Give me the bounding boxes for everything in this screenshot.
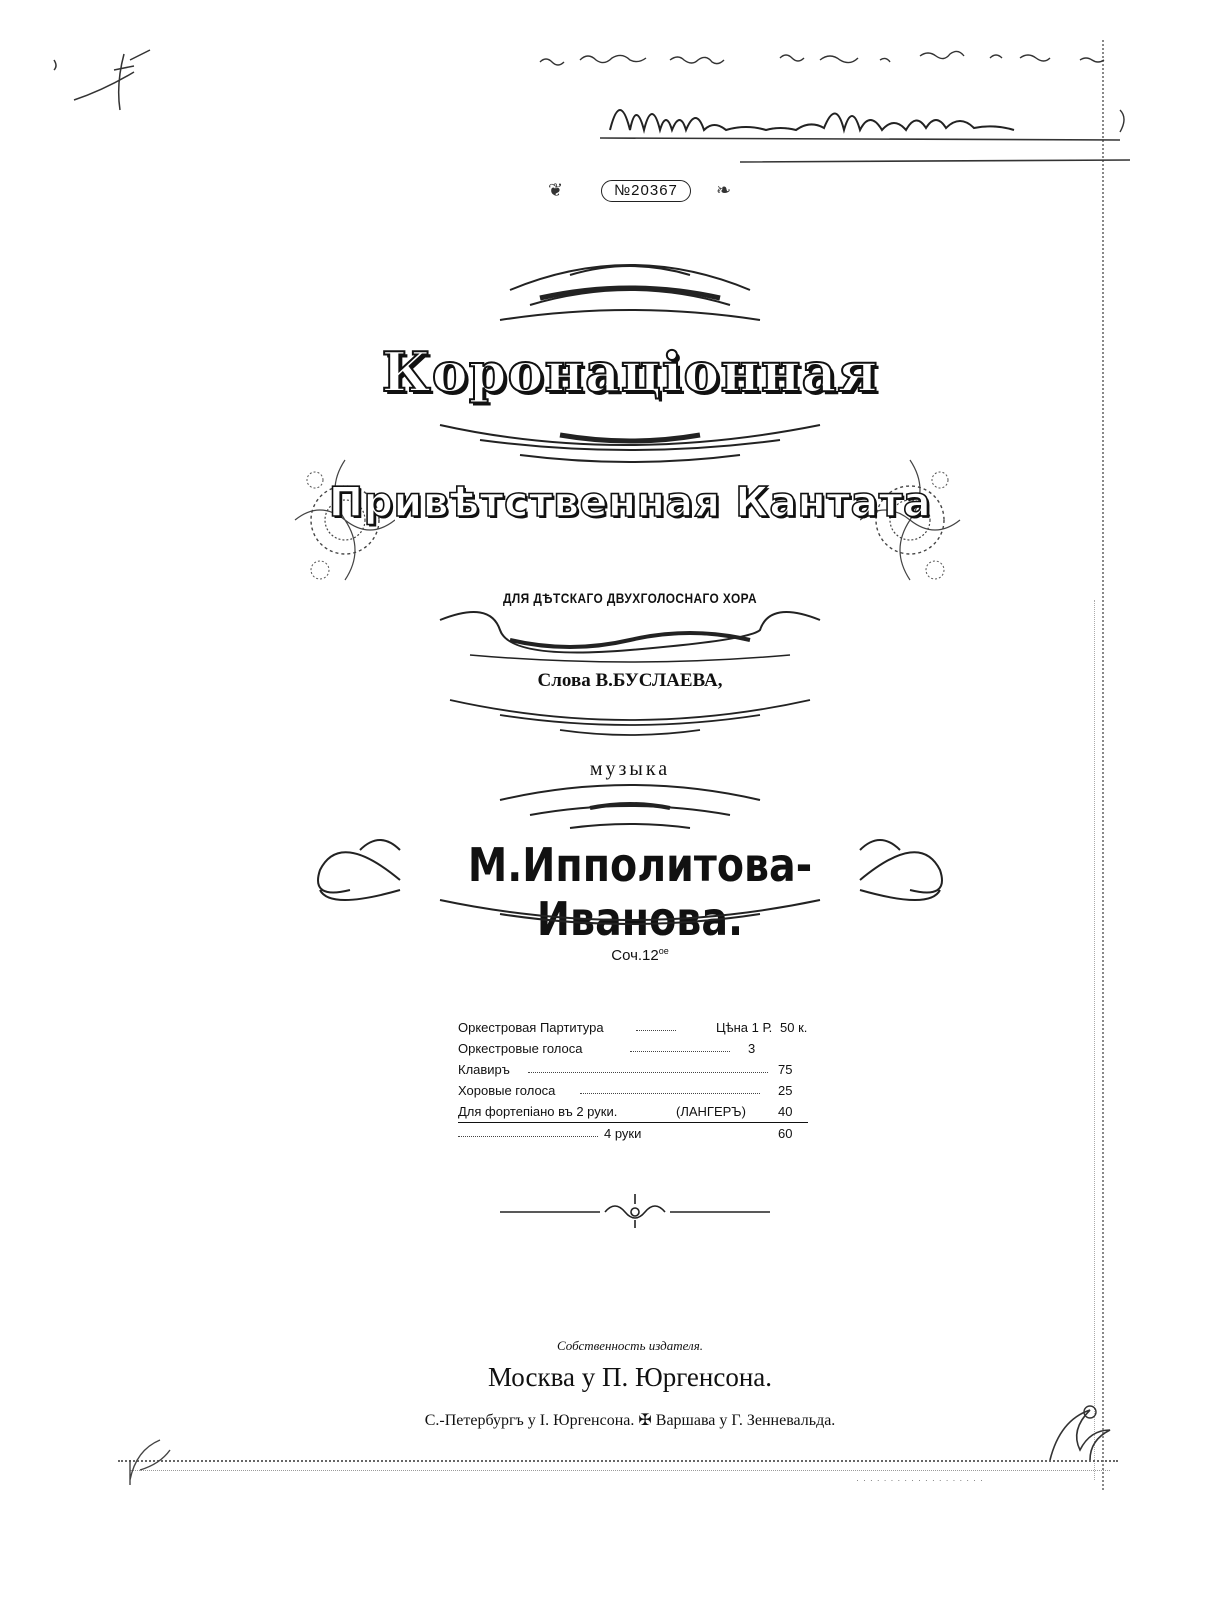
page-frame-bottom-rule	[118, 1460, 1118, 1462]
composer-name: М.Ипполитова-Иванова.	[467, 838, 813, 946]
price-currency-label: Цѣна 1 Р.	[716, 1020, 773, 1035]
composer-right-scroll	[850, 820, 960, 930]
choir-description: ДЛЯ ДѢТСКАГО ДВУХГОЛОСНАГО ХОРА	[503, 590, 757, 606]
price-list	[458, 1017, 838, 1144]
publisher-property-note: Собственность издателя.	[556, 1338, 704, 1353]
choir-scroll	[430, 600, 830, 670]
page-frame-inner-rule	[1094, 600, 1095, 1480]
composer-left-scroll	[300, 820, 410, 930]
title-bottom-scroll	[420, 405, 840, 475]
price-value: 75	[778, 1062, 793, 1077]
composer-bottom-scroll	[420, 890, 840, 940]
title-top-scroll	[480, 250, 780, 340]
price-item: Оркестровые голоса	[458, 1041, 583, 1056]
words-prefix: Слова	[537, 670, 591, 691]
cantata-subtitle: Привѣтственная Кантата	[328, 478, 932, 526]
catalogue-number: №20367	[601, 180, 691, 202]
price-value: 40	[778, 1104, 793, 1119]
price-item: Хоровые голоса	[458, 1083, 556, 1098]
publisher-moscow: Москва у П. Юргенсона.	[487, 1362, 773, 1392]
price-value: 60	[778, 1126, 793, 1141]
page-frame-bottom-inner-rule	[130, 1470, 1110, 1471]
corner-ornament-left-icon	[120, 1420, 190, 1490]
arranger-label: (ЛАНГЕРЪ)	[676, 1104, 746, 1119]
handwritten-dedication	[520, 20, 1140, 180]
price-row	[458, 1017, 838, 1038]
publisher-branches: С.-Петербургъ у І. Юргенсона. ✠ Варшава у Г. Зенневальда.	[424, 1412, 836, 1429]
lyricist-line	[430, 670, 830, 692]
price-row	[458, 1123, 838, 1144]
price-row	[458, 1038, 838, 1059]
section-divider-ornament	[495, 1190, 775, 1230]
flourish-right-icon: ❧	[716, 180, 732, 201]
catalogue-number-plate	[578, 178, 714, 204]
price-item: Для фортепіано въ 2 руки.	[458, 1104, 618, 1119]
corner-ornament-right-icon	[1040, 1390, 1120, 1470]
price-row	[458, 1059, 838, 1080]
handwritten-mark	[44, 40, 164, 120]
price-value: 50 к.	[780, 1020, 808, 1035]
price-item: Оркестровая Партитура	[458, 1020, 604, 1035]
opus-number: $Соч.12^{ое}$	[611, 946, 669, 964]
price-item: Клавиръ	[458, 1062, 510, 1077]
lyricist-scroll	[440, 690, 820, 750]
footer-printer-line: · · · · · · · · · · · · · · · · · · ·	[856, 1476, 984, 1485]
lyricist-name: В.БУСЛАЕВА,	[595, 670, 723, 691]
cantata-main-title: Коронаціонная	[381, 340, 879, 404]
price-row	[458, 1080, 838, 1101]
page-frame-right-rule	[1102, 40, 1104, 1490]
price-row	[458, 1101, 808, 1123]
price-value: 3	[748, 1041, 756, 1056]
price-value: 25	[778, 1083, 793, 1098]
flourish-left-icon: ❦	[548, 180, 564, 201]
music-label: музыка	[589, 758, 671, 780]
price-item: 4 руки	[604, 1126, 642, 1141]
opus-label: Соч.12	[611, 947, 659, 964]
composer-top-scroll	[480, 780, 780, 835]
